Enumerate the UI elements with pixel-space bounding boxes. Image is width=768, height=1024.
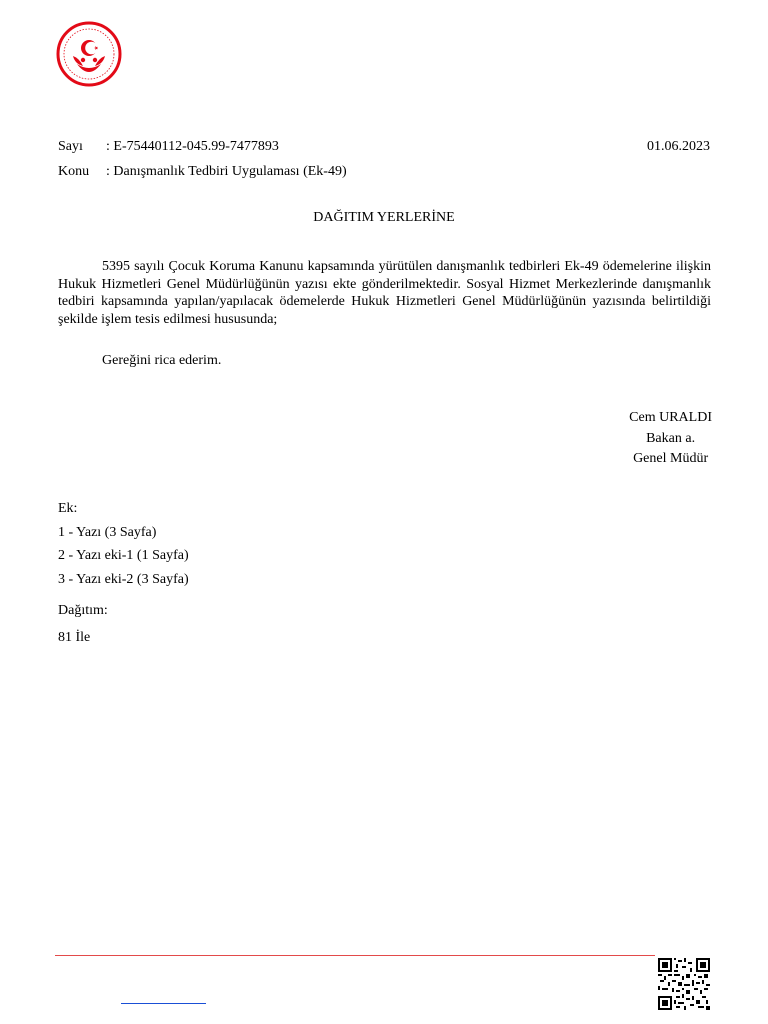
distribution-item: 81 İle — [58, 630, 91, 645]
signatory-name: Cem URALDI — [629, 410, 712, 425]
signature-block — [629, 408, 712, 470]
konu-label: Konu — [58, 164, 90, 179]
signatory-line1: Bakan a. — [646, 430, 696, 446]
closing-line: Gereğini rica ederim. — [102, 353, 222, 368]
sayi-row — [58, 139, 279, 155]
distribution-heading: DAĞITIM YERLERİNE — [313, 210, 455, 225]
sayi-value: : E-75440112-045.99-7477893 — [106, 139, 279, 154]
ministry-seal-icon — [55, 20, 123, 88]
attachment-item: 3 - Yazı eki-2 (3 Sayfa) — [58, 571, 189, 587]
footer-divider — [55, 955, 655, 956]
signatory-title: Genel Müdür — [633, 451, 709, 466]
konu-row — [58, 164, 347, 180]
attachments-label: Ek: — [58, 501, 78, 516]
distribution-label: Dağıtım: — [58, 603, 108, 618]
attachment-item: 1 - Yazı (3 Sayfa) — [58, 524, 157, 540]
sayi-label: Sayı — [58, 139, 83, 154]
qr-code-icon — [658, 958, 710, 1010]
attachment-item: 2 - Yazı eki-1 (1 Sayfa) — [58, 548, 189, 563]
footer-link[interactable] — [121, 1003, 206, 1004]
attachments — [58, 497, 189, 591]
body-paragraph — [58, 258, 711, 328]
body-paragraph-text: 5395 sayılı Çocuk Koruma Kanunu kapsamında yürütülen danışmanlık tedbirleri Ek-49 ödemelerine ilişkin Hukuk Hizmetleri Genel Müdürlüğünün yazısı ekte gönderilmektedir. Sosyal Hizmet Merkezlerinde danışmanlık tedbiri kapsamında yapılan/yapılacak ödemelerde Hukuk Hizmetleri Genel Müdürlüğünün yazısında belirtildiği şekilde işlem tesis edilmesi hususunda; — [58, 259, 711, 327]
document-date: 01.06.2023 — [647, 139, 710, 154]
konu-value: : Danışmanlık Tedbiri Uygulaması (Ek-49) — [106, 164, 347, 179]
